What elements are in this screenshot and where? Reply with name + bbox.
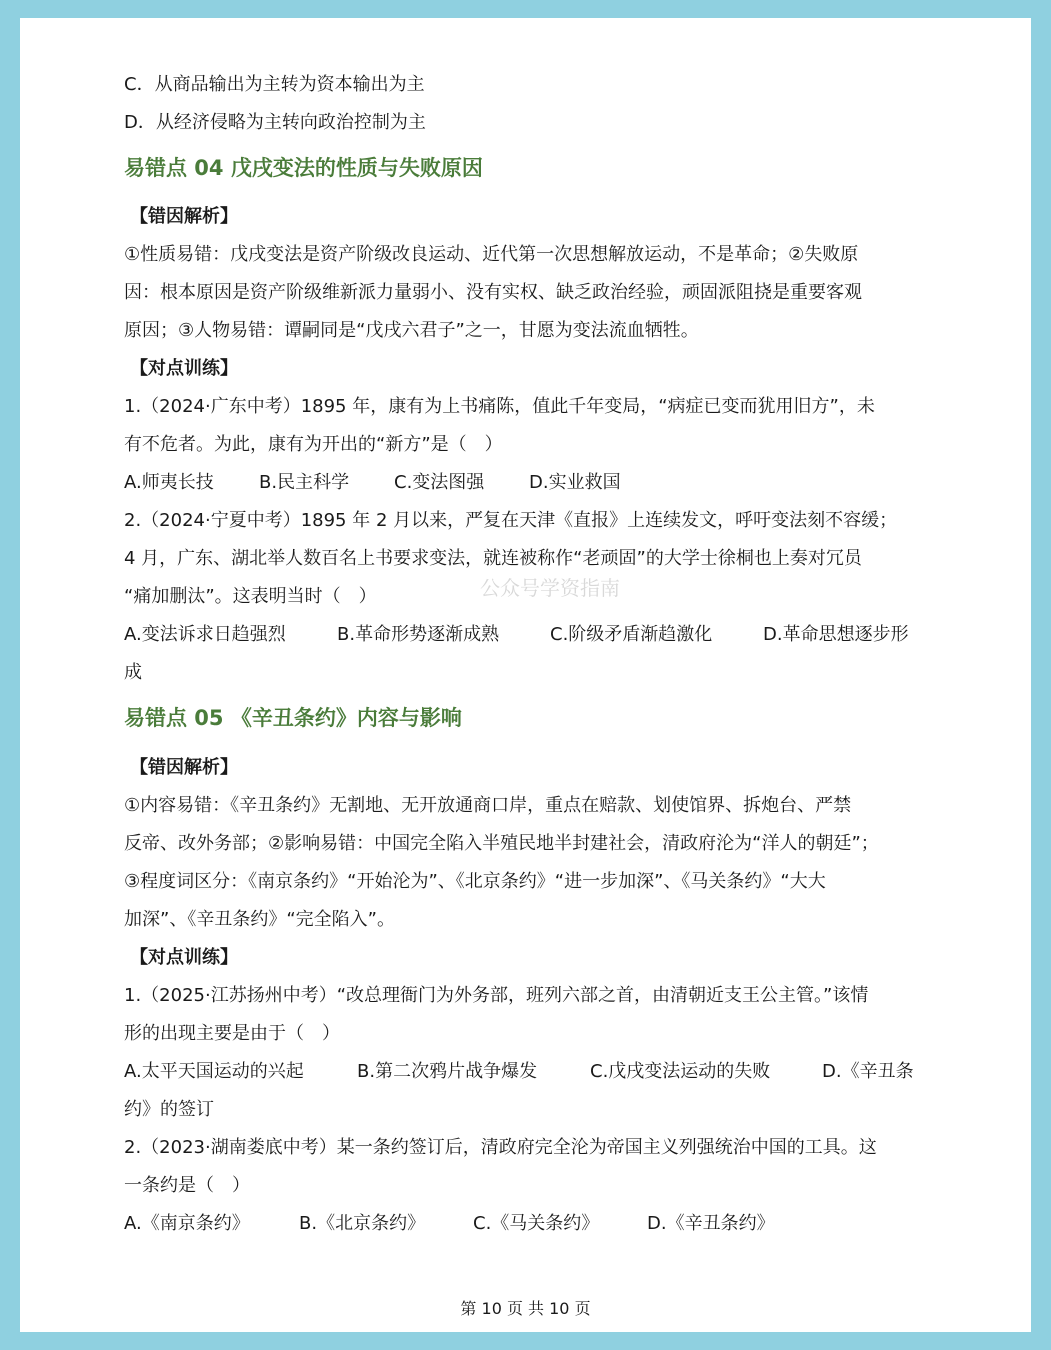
section-4-title: 易错点 04 戊戌变法的性质与失败原因 — [124, 156, 483, 180]
section-5-analysis-tag: 【错因解析】 — [130, 757, 238, 778]
section-4-q2-option-b: B.革命形势逐渐成熟 — [337, 624, 500, 645]
document-page — [20, 18, 1031, 1332]
section-5-q2-line: 2.（2023·湖南娄底中考）某一条约签订后，清政府完全沦为帝国主义列强统治中国的工具。这 — [124, 1137, 877, 1158]
section-4-q2-option-continuation: 成 — [124, 662, 142, 683]
section-4-q1-option-a: A.师夷长技 — [124, 472, 214, 493]
section-5-q2-option-d: D.《辛丑条约》 — [647, 1213, 775, 1234]
page-footer: 第 10 页 共 10 页 — [460, 1299, 591, 1318]
section-5-q1-option-d: D.《辛丑条 — [822, 1061, 914, 1082]
section-5-analysis-line: 反帝、改外务部；②影响易错：中国完全陷入半殖民地半封建社会，清政府沦为“洋人的朝廷”； — [124, 833, 879, 854]
section-4-analysis-line: ①性质易错：戊戌变法是资产阶级改良运动、近代第一次思想解放运动，不是革命；②失败原 — [124, 244, 859, 265]
section-4-q1-option-c: C.变法图强 — [394, 472, 485, 493]
section-5-q2-line: 一条约是（ ） — [124, 1175, 250, 1196]
section-5-q1-option-a: A.太平天国运动的兴起 — [124, 1061, 304, 1082]
section-5-q2-option-c: C.《马关条约》 — [473, 1213, 600, 1234]
section-4-training-tag: 【对点训练】 — [130, 358, 238, 379]
section-4-q2-option-c: C.阶级矛盾渐趋激化 — [550, 624, 713, 645]
section-4-q1-line: 有不危者。为此，康有为开出的“新方”是（ ） — [124, 434, 503, 455]
section-5-analysis-line: ③程度词区分：《南京条约》“开始沦为”、《北京条约》“进一步加深”、《马关条约》“大大 — [124, 871, 826, 892]
section-4-analysis-line: 因：根本原因是资产阶级维新派力量弱小、没有实权、缺乏政治经验，顽固派阻挠是重要客观 — [124, 282, 862, 303]
section-4-q2-line: 4 月，广东、湖北举人数百名上书要求变法，就连被称作“老顽固”的大学士徐桐也上奏对冗员 — [124, 548, 862, 569]
section-4-analysis-line: 原因；③人物易错：谭嗣同是“戊戌六君子”之一，甘愿为变法流血牺牲。 — [124, 320, 699, 341]
section-5-q1-option-c: C.戊戌变法运动的失败 — [590, 1061, 771, 1082]
section-4-analysis-tag: 【错因解析】 — [130, 206, 238, 227]
section-5-q2-option-b: B.《北京条约》 — [299, 1213, 426, 1234]
section-5-q1-option-b: B.第二次鸦片战争爆发 — [357, 1061, 538, 1082]
section-5-q2-option-a: A.《南京条约》 — [124, 1213, 250, 1234]
section-4-q2-line: “痛加删汰”。这表明当时（ ） — [124, 586, 377, 607]
section-5-q1-option-continuation: 约》的签订 — [124, 1099, 214, 1120]
section-5-analysis-line: 加深”、《辛丑条约》“完全陷入”。 — [124, 909, 395, 930]
section-5-title: 易错点 05 《辛丑条约》内容与影响 — [124, 706, 462, 730]
section-5-q1-line: 1.（2025·江苏扬州中考）“改总理衙门为外务部，班列六部之首，由清朝近支王公主管。”该情 — [124, 985, 869, 1006]
section-5-analysis-line: ①内容易错：《辛丑条约》无割地、无开放通商口岸，重点在赔款、划使馆界、拆炮台、严禁 — [124, 795, 852, 816]
section-4-q2-option-d: D.革命思想逐步形 — [763, 624, 909, 645]
section-4-q1-line: 1.（2024·广东中考）1895 年，康有为上书痛陈，值此千年变局，“病症已变而犹用旧方”，未 — [124, 396, 875, 417]
prev-option-c: C．从商品输出为主转为资本输出为主 — [124, 74, 425, 95]
section-4-q2-line: 2.（2024·宁夏中考）1895 年 2 月以来，严复在天津《直报》上连续发文，呼吁变法刻不容缓； — [124, 510, 898, 531]
section-4-q1-option-d: D.实业救国 — [529, 472, 621, 493]
section-5-training-tag: 【对点训练】 — [130, 947, 238, 968]
section-4-q2-option-a: A.变法诉求日趋强烈 — [124, 624, 286, 645]
watermark: 公众号学资指南 — [480, 576, 620, 600]
section-4-q1-option-b: B.民主科学 — [259, 472, 350, 493]
prev-option-d: D．从经济侵略为主转向政治控制为主 — [124, 112, 426, 133]
section-5-q1-line: 形的出现主要是由于（ ） — [124, 1023, 340, 1044]
